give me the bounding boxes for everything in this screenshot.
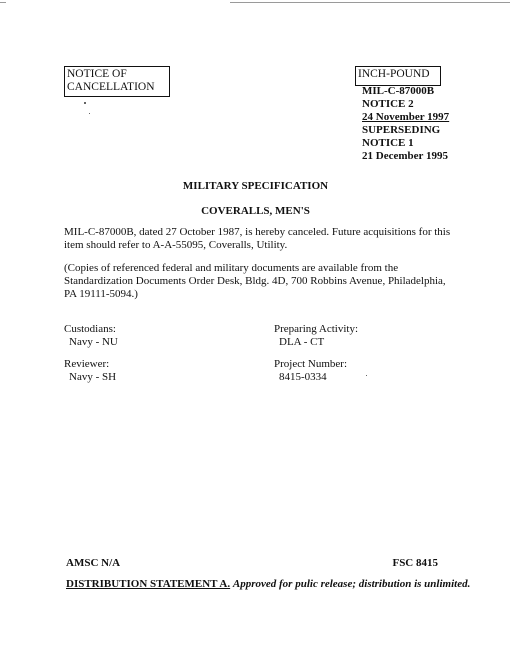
notice-date: 24 November 1997 (362, 111, 450, 123)
prior-notice-date: 21 December 1995 (362, 150, 448, 162)
amsc-label: AMSC N/A (66, 557, 121, 569)
distribution-statement-text: Approved for pulic release; distribution is unlimited. (232, 578, 471, 590)
distribution-statement-lead: DISTRIBUTION STATEMENT A. (66, 578, 231, 590)
scan-artifact-line (230, 2, 510, 3)
document-id-block (362, 85, 449, 163)
notice-of-cancellation-box (64, 66, 170, 97)
distribution-statement (66, 578, 470, 590)
document-title: MILITARY SPECIFICATION (182, 180, 329, 192)
preparing-activity-value: DLA - CT (279, 336, 325, 348)
scan-speck (89, 113, 90, 114)
preparing-activity-label: Preparing Activity: (274, 323, 359, 335)
fsc-label: FSC 8415 (392, 557, 438, 569)
cancellation-paragraph: MIL-C-87000B, dated 27 October 1987, is hereby canceled. Future acquisitions for this item should refer to A-A-55095, Coveralls, Utility. (64, 226, 451, 251)
document-subtitle: COVERALLS, MEN'S (201, 205, 310, 217)
custodians-value: Navy - NU (69, 336, 118, 348)
project-number-value: 8415-0334 (279, 371, 327, 383)
spec-number: MIL-C-87000B (362, 85, 435, 97)
scan-speck (84, 102, 86, 104)
notice-box-line2: CANCELLATION (67, 81, 155, 93)
notice-box-line1: NOTICE OF (67, 68, 127, 80)
prior-notice-number: NOTICE 1 (362, 137, 414, 149)
scan-speck (366, 375, 367, 376)
project-number-label: Project Number: (274, 358, 348, 370)
reviewer-value: Navy - SH (69, 371, 117, 383)
inch-pound-label: INCH-POUND (358, 68, 430, 80)
scan-artifact-line (0, 2, 6, 3)
custodians-label: Custodians: (64, 323, 116, 335)
inch-pound-box (355, 66, 441, 86)
copies-paragraph: (Copies of referenced federal and military documents are available from the Standardization Documents Order Desk, Bldg. 4D, 700 Robbins Avenue, Philadelphia, PA 19111-5094.) (64, 262, 446, 300)
notice-number: NOTICE 2 (362, 98, 414, 110)
reviewer-label: Reviewer: (64, 358, 110, 370)
superseding-label: SUPERSEDING (362, 124, 441, 136)
